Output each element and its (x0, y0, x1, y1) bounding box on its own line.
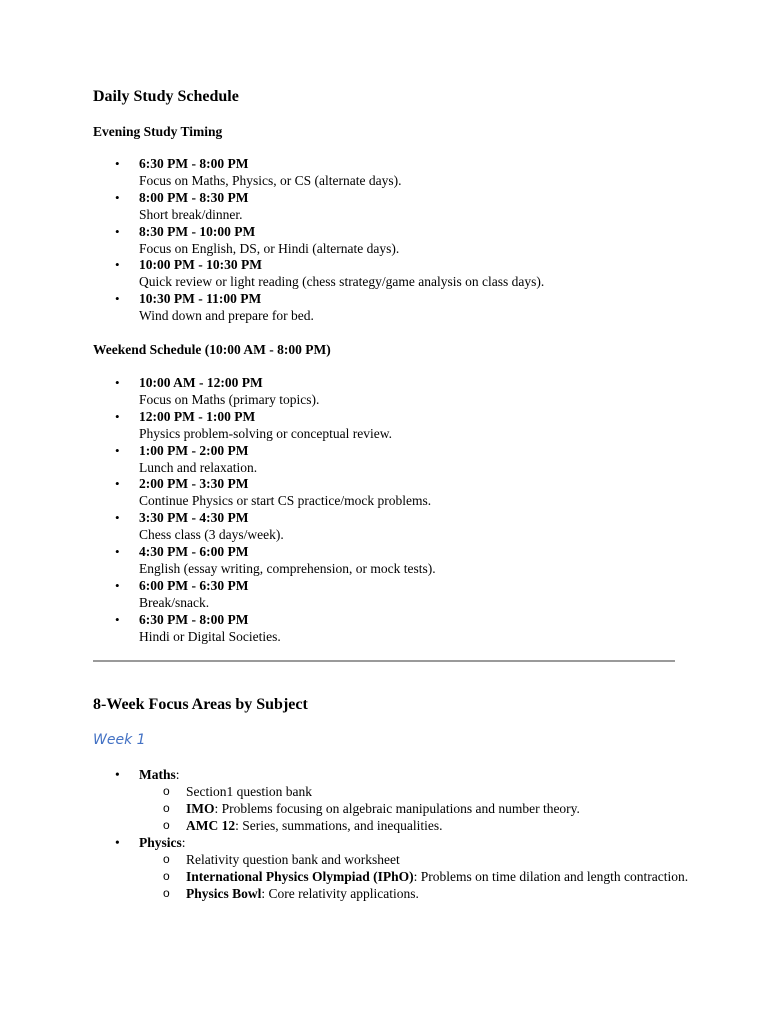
sub-list-item (139, 885, 696, 902)
bullet-icon: • (115, 767, 120, 782)
bullet-icon: • (115, 408, 120, 424)
focus-title: 8-Week Focus Areas by Subject (93, 696, 308, 713)
item-separator: : (413, 869, 418, 884)
item-text: Core relativity applications. (265, 886, 419, 901)
evening-heading: Evening Study Timing (93, 124, 223, 139)
sub-list (139, 783, 683, 834)
subject-name: Physics (139, 835, 182, 850)
item-text: Problems on time dilation and length contraction. (417, 869, 689, 884)
time-slot: 4:30 PM - 6:00 PM (139, 544, 249, 560)
bullet-icon: • (115, 577, 120, 593)
time-slot: 6:30 PM - 8:00 PM (139, 611, 249, 627)
week-heading: Week 1 (93, 732, 146, 748)
evening-schedule-list (93, 156, 683, 325)
hollow-bullet-icon: o (163, 886, 170, 900)
bullet-icon: • (115, 223, 120, 239)
time-slot-description: Lunch and relaxation. (139, 459, 258, 475)
time-slot-description: Focus on Maths (primary topics). (139, 391, 320, 407)
time-slot: 3:30 PM - 4:30 PM (139, 510, 249, 526)
time-slot-description: Continue Physics or start CS practice/mock problems. (139, 493, 432, 509)
hollow-bullet-icon: o (163, 869, 170, 883)
subject-item-physics (93, 834, 689, 902)
subject-list (93, 766, 689, 902)
list-item (93, 409, 683, 443)
list-item (93, 224, 683, 258)
list-item (93, 510, 683, 544)
time-slot: 8:30 PM - 10:00 PM (139, 223, 256, 239)
item-text: Problems focusing on algebraic manipulations and number theory. (218, 801, 580, 816)
time-slot: 10:00 AM - 12:00 PM (139, 375, 263, 390)
bullet-icon: • (115, 442, 120, 458)
time-slot: 8:00 PM - 8:30 PM (139, 189, 249, 205)
sub-list-item (139, 783, 696, 800)
hollow-bullet-icon: o (163, 818, 170, 832)
horizontal-divider (93, 660, 675, 662)
time-slot-description: Short break/dinner. (139, 206, 243, 222)
sub-list-item (139, 817, 696, 834)
time-slot-description: Hindi or Digital Societies. (139, 628, 281, 644)
bullet-icon: • (115, 291, 120, 307)
bullet-icon: • (115, 189, 120, 205)
time-slot: 6:00 PM - 6:30 PM (139, 577, 249, 593)
list-item (93, 375, 683, 409)
sub-list-item (139, 800, 696, 817)
list-item (93, 544, 683, 578)
item-text: Relativity question bank and worksheet (186, 852, 400, 867)
bullet-icon: • (115, 375, 120, 390)
list-item (93, 476, 683, 510)
hollow-bullet-icon: o (163, 852, 170, 866)
item-label: AMC 12 (186, 818, 236, 833)
time-slot-description: Wind down and prepare for bed. (139, 308, 314, 324)
item-label: IMO (186, 801, 215, 816)
hollow-bullet-icon: o (163, 801, 170, 815)
list-item (93, 443, 683, 477)
bullet-icon: • (115, 510, 120, 526)
subject-item-maths (93, 766, 683, 834)
time-slot-description: Physics problem-solving or conceptual review. (139, 425, 392, 441)
sub-list-item (139, 851, 696, 868)
item-separator: : (235, 818, 239, 833)
sub-list (139, 851, 689, 902)
subject-colon: : (181, 835, 186, 850)
hollow-bullet-icon: o (163, 784, 170, 798)
time-slot-description: Chess class (3 days/week). (139, 527, 284, 543)
time-slot: 10:30 PM - 11:00 PM (139, 291, 262, 307)
time-slot-description: Break/snack. (139, 594, 210, 610)
time-slot: 1:00 PM - 2:00 PM (139, 442, 249, 458)
list-item (93, 257, 683, 291)
item-separator: : (214, 801, 219, 816)
time-slot-description: Quick review or light reading (chess strategy/game analysis on class days). (139, 274, 545, 290)
subject-name: Maths (139, 767, 176, 782)
time-slot-description: Focus on English, DS, or Hindi (alternate days). (139, 240, 400, 256)
item-separator: : (261, 886, 266, 901)
time-slot-description: Focus on Maths, Physics, or CS (alternate days). (139, 172, 402, 188)
bullet-icon: • (115, 544, 120, 560)
sub-list-item (139, 868, 696, 885)
list-item (93, 156, 683, 190)
weekend-schedule-list (93, 375, 683, 646)
bullet-icon: • (115, 156, 120, 171)
subject-colon: : (175, 767, 180, 782)
item-text: Series, summations, and inequalities. (238, 818, 443, 833)
list-item (93, 612, 683, 646)
bullet-icon: • (115, 611, 120, 627)
time-slot-description: English (essay writing, comprehension, or mock tests). (139, 560, 436, 576)
item-label: Physics Bowl (186, 886, 262, 901)
time-slot: 10:00 PM - 10:30 PM (139, 257, 262, 273)
time-slot: 6:30 PM - 8:00 PM (139, 156, 249, 171)
bullet-icon: • (115, 257, 120, 273)
bullet-icon: • (115, 835, 120, 850)
page-title: Daily Study Schedule (93, 88, 239, 105)
time-slot: 12:00 PM - 1:00 PM (139, 408, 256, 424)
time-slot: 2:00 PM - 3:30 PM (139, 476, 249, 492)
bullet-icon: • (115, 476, 120, 492)
weekend-heading: Weekend Schedule (10:00 AM - 8:00 PM) (93, 342, 331, 357)
item-text: Section1 question bank (186, 784, 312, 799)
list-item (93, 578, 683, 612)
list-item (93, 190, 683, 224)
item-label: International Physics Olympiad (IPhO) (186, 869, 414, 884)
list-item (93, 291, 683, 325)
